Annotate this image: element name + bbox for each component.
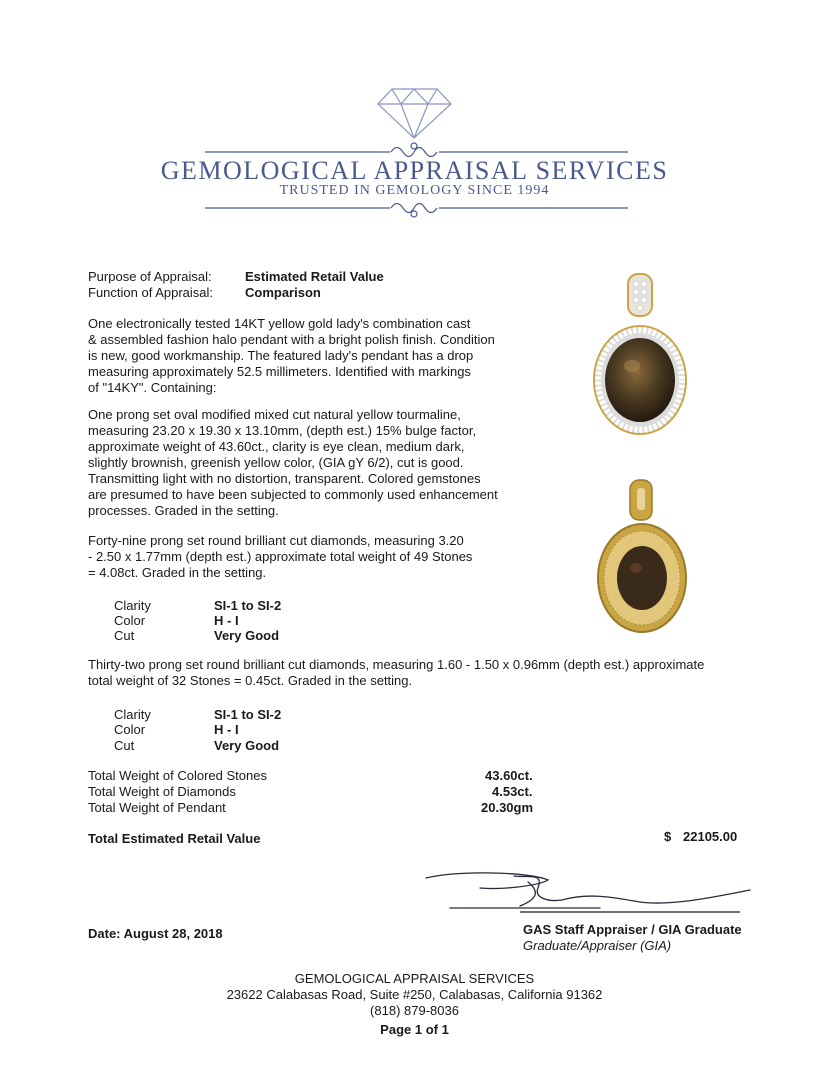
item-description [88, 316, 495, 396]
grades-1-cut-value: Very Good [214, 628, 280, 643]
grades-2-cut-value: Very Good [214, 738, 280, 753]
total-diamonds-value: 4.53ct. [492, 784, 533, 799]
grades-2-clarity-label: Clarity [114, 707, 151, 722]
footer-phone: (818) 879-8036 [370, 1003, 459, 1018]
total-pendant-label: Total Weight of Pendant [88, 800, 226, 815]
grades-1-color-value: H - I [214, 613, 239, 628]
function-label: Function of Appraisal: [88, 285, 214, 300]
appraiser-title: GAS Staff Appraiser / GIA Graduate [523, 922, 742, 937]
diamonds-1-line: = 4.08ct. Graded in the setting. [88, 565, 267, 580]
description-line: of "14KY". Containing: [88, 380, 217, 395]
grades-1-clarity-label: Clarity [114, 598, 151, 613]
diamonds-2-line: total weight of 32 Stones = 0.45ct. Graded in the setting. [88, 673, 413, 688]
grades-2-cut-label: Cut [114, 738, 135, 753]
description-line: is new, good workmanship. The featured lady's pendant has a drop [88, 348, 474, 363]
pendant-front-photo [586, 270, 696, 460]
grades-2-clarity-value: SI-1 to SI-2 [214, 707, 282, 722]
purpose-value: Estimated Retail Value [245, 269, 384, 284]
tourmaline-line: processes. Graded in the setting. [88, 503, 279, 518]
tourmaline-description [88, 407, 498, 519]
diamonds-1-line: Forty-nine prong set round brilliant cut diamonds, measuring 3.20 [88, 533, 464, 548]
appraisal-date: Date: August 28, 2018 [88, 926, 223, 941]
tourmaline-line: Transmitting light with no distortion, transparent. Colored gemstones [88, 471, 481, 486]
appraiser-subtitle: Graduate/Appraiser (GIA) [523, 938, 672, 953]
grades-1-clarity-value: SI-1 to SI-2 [214, 598, 282, 613]
purpose-label: Purpose of Appraisal: [88, 269, 212, 284]
total-colored-value: 43.60ct. [485, 768, 533, 783]
brand-tagline: TRUSTED IN GEMOLOGY SINCE 1994 [279, 183, 550, 198]
currency-symbol: $ [664, 829, 672, 844]
description-line: One electronically tested 14KT yellow gold lady's combination cast [88, 316, 471, 331]
diamonds-2-description [88, 657, 704, 689]
diamonds-1-line: - 2.50 x 1.77mm (depth est.) approximate total weight of 49 Stones [88, 549, 473, 564]
letterhead-ornaments [0, 0, 829, 240]
letterhead [0, 0, 829, 240]
footer-address: 23622 Calabasas Road, Suite #250, Calabasas, California 91362 [226, 987, 603, 1002]
pendant-back-photo [592, 474, 702, 644]
diamond-logo-icon [378, 89, 451, 138]
total-pendant-value: 20.30gm [481, 800, 534, 815]
estimated-value: 22105.00 [683, 829, 738, 844]
tourmaline-line: are presumed to have been subjected to commonly used enhancement [88, 487, 498, 502]
tourmaline-line: approximate weight of 43.60ct., clarity is eye clean, medium dark, [88, 439, 465, 454]
description-line: measuring approximately 52.5 millimeters. Identified with markings [88, 364, 471, 379]
bottom-flourish [205, 204, 628, 218]
diamonds-2-line: Thirty-two prong set round brilliant cut diamonds, measuring 1.60 - 1.50 x 0.96mm (depth est.) approximate [88, 657, 705, 672]
signature-image [420, 868, 760, 918]
description-line: & assembled fashion halo pendant with a bright polish finish. Condition [88, 332, 495, 347]
page-number: Page 1 of 1 [380, 1022, 449, 1037]
footer-company: GEMOLOGICAL APPRAISAL SERVICES [294, 971, 535, 986]
tourmaline-line: One prong set oval modified mixed cut natural yellow tourmaline, [88, 407, 461, 422]
tourmaline-line: slightly brownish, greenish yellow color, (GIA gY 6/2), cut is good. [88, 455, 464, 470]
estimated-value-label: Total Estimated Retail Value [88, 831, 261, 846]
total-colored-label: Total Weight of Colored Stones [88, 768, 267, 783]
top-flourish [205, 143, 628, 157]
function-value: Comparison [245, 285, 321, 300]
grades-2-color-value: H - I [214, 722, 239, 737]
grades-1-color-label: Color [114, 613, 146, 628]
diamonds-1-description [88, 533, 472, 581]
brand-title: GEMOLOGICAL APPRAISAL SERVICES [160, 156, 669, 185]
total-diamonds-label: Total Weight of Diamonds [88, 784, 236, 799]
tourmaline-line: measuring 23.20 x 19.30 x 13.10mm, (depth est.) 15% bulge factor, [88, 423, 477, 438]
grades-1-cut-label: Cut [114, 628, 135, 643]
grades-2-color-label: Color [114, 722, 146, 737]
